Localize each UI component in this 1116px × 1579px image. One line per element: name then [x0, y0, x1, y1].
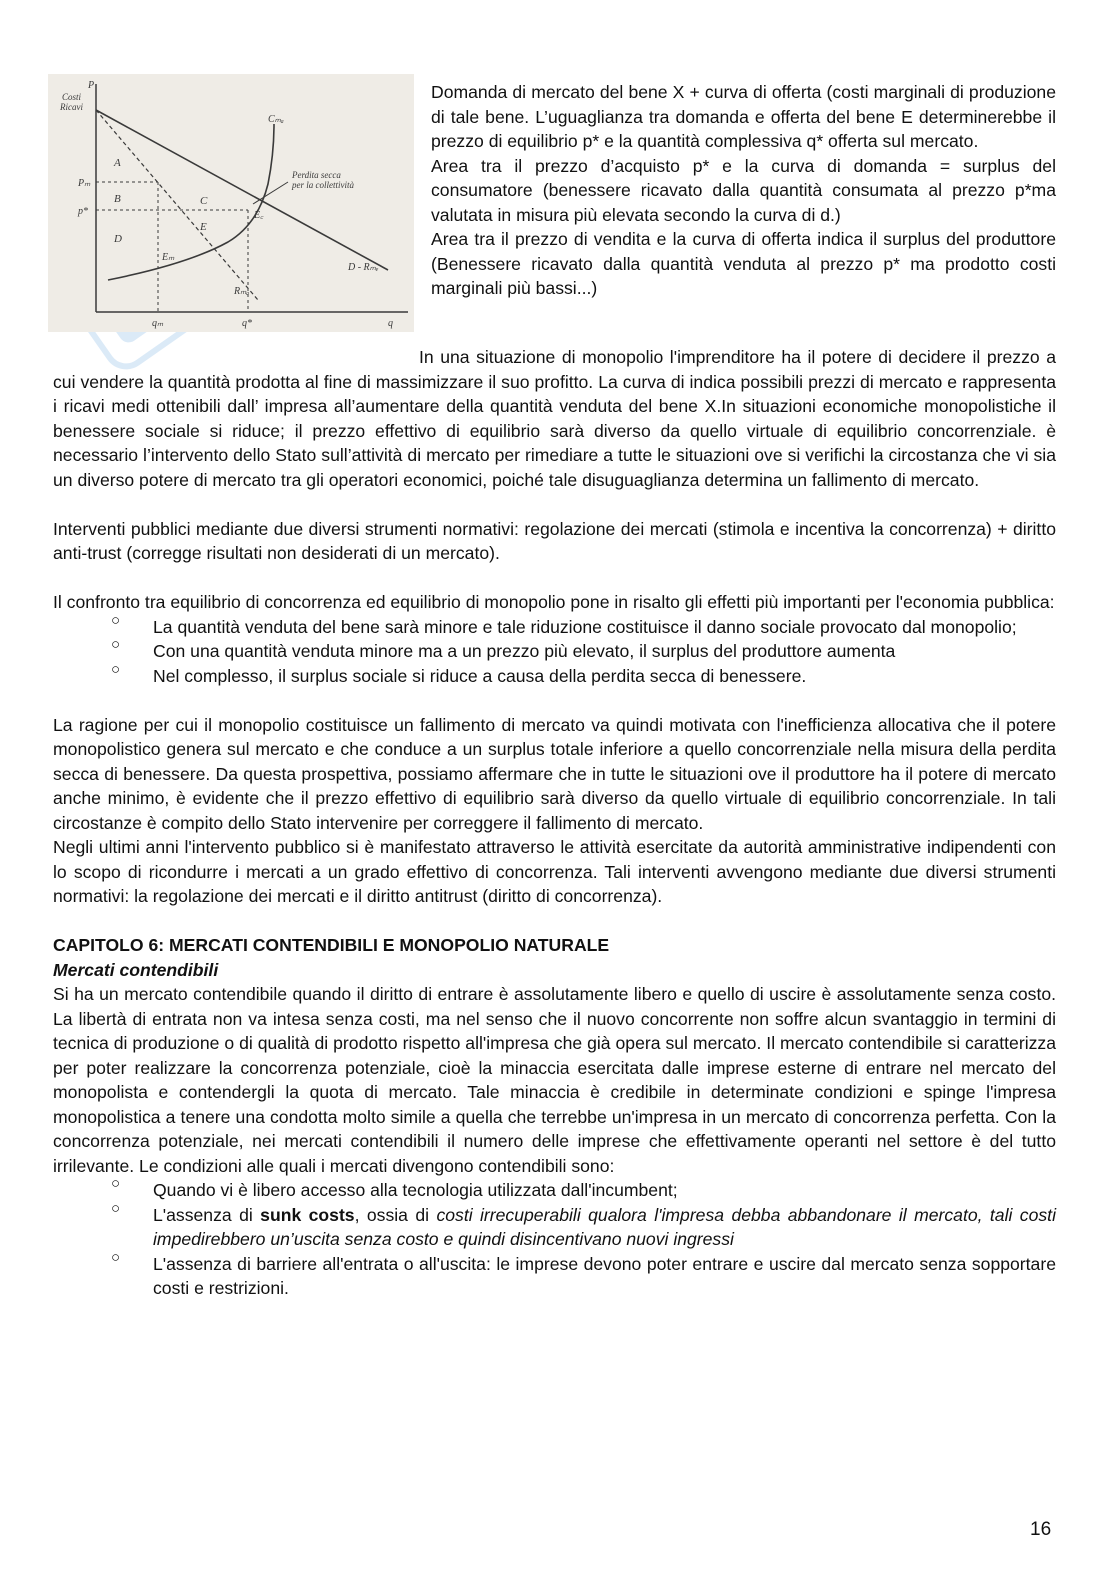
bullet-circle-icon: ○ — [111, 611, 121, 629]
section-title: Mercati contendibili — [53, 959, 219, 980]
region-d-label: D — [114, 233, 122, 245]
region-b-label: B — [114, 193, 121, 205]
list-item: ○ L'assenza di barriere all'entrata o all'uscita: le imprese devono poter entrare e uscire dal mercato senza sopportare costi e restrizioni. — [153, 1252, 1056, 1301]
y-axis-label-ricavi: Ricavi — [60, 102, 83, 112]
list-item: ○ L'assenza di sunk costs, ossia di costi irrecuperabili qualora l'impresa debba abbandonare il mercato, tali costi impedirebbero un’uscita senza costo e quindi disincentivano nuovi ingressi — [153, 1203, 1056, 1252]
chapter-title: CAPITOLO 6: MERCATI CONTENDIBILI E MONOPOLIO NATURALE — [53, 935, 610, 955]
point-em-label: Eₘ — [162, 252, 175, 263]
comparison-intro: Il confronto tra equilibrio di concorrenza ed equilibrio di monopolio pone in risalto gli effetti più importanti per l'economia pubblica: — [53, 592, 1055, 612]
failure-paragraph: La ragione per cui il monopolio costituisce un fallimento di mercato va quindi motivata con l'inefficienza allocativa che il potere monopolistico genera sul mercato e che conduce a un surplus totale inferiore a quello concorrenziale nella misura della perdita secca di benessere. Da questa prospettiva, possiamo affermare che in tutte le situazioni ove il produttore ha il potere di mercato anche minimo, è evidente che il prezzo effettivo di equilibrio sarà diverso da quello virtuale di equilibrio concorrenziale. In tali circostanze è compito dello Stato intervenire per correggere il fallimento di mercato. — [53, 714, 1056, 833]
sunk-costs-term: sunk costs — [260, 1204, 355, 1225]
point-ec-label: E꜀ — [254, 210, 264, 221]
bullet-circle-icon: ○ — [111, 1175, 121, 1192]
monopoly-paragraph: In una situazione di monopolio l'imprenditore ha il potere di decidere il prezzo a cui vendere la quantità prodotta al fine di massimizzare il suo profitto. La curva di indica possibili prezzi di mercato e rappresenta i ricavi medi ottenibili dall’ impresa all’aumentare della quantità venduta del bene X.In situazioni economiche monopolistiche il benessere sociale si riduce; il prezzo effettivo di equilibrio sarà diverso da quello virtuale di equilibrio concorrenziale. è necessario l’intervento dello Stato sull’attività di mercato per rimediare a tutte le situazioni ove si verifichi la circostanza che vi sia un diverso potere di mercato tra gli operatori economici, poiché tale disuguaglianza determina un fallimento di mercato. — [53, 347, 1056, 490]
region-e-label: E — [200, 221, 207, 233]
contestable-paragraph: Si ha un mercato contendibile quando il diritto di entrare è assolutamente libero e quello di uscire è assolutamente senza costo. La libertà di entrata non va intesa senza costi, ma nel senso che il nuovo concorrente non soffre alcun svantaggio in termini di tecnica di produzione o di qualità di prodotto rispetto all'impresa che già opera sul mercato. Il mercato contendibile si caratterizza per poter realizzare la concorrenza potenziale, cioè la minaccia esercitata dalle imprese esterne di entrare nel mercato del monopolista e contendergli la quota di mercato. Tale minaccia è credibile in determinate condizioni e spinge l'impresa monopolistica a tenere una condotta molto simile a quella che terrebbe un'impresa in un mercato di concorrenza perfetta. Con la concorrenza potenziale, nei mercati contendibili il numero delle imprese che effettivamente operanti nel settore è del tutto irrilevante. Le condizioni alle quali i mercati divengono contendibili sono: — [53, 984, 1056, 1176]
region-c-label: C — [200, 195, 208, 207]
demand-curve-label: D - Rₘₑ — [348, 262, 379, 273]
comparison-list — [53, 611, 1056, 689]
bullet-circle-icon: ○ — [111, 1199, 121, 1217]
figure-description-producer-surplus: Area tra il prezzo di vendita e la curva di offerta indica il surplus del produttore (Benessere ricavato dalla quantità venduta al prezzo p* ma prodotto costi marginali più bassi...) — [431, 229, 1056, 298]
bullet-circle-icon: ○ — [111, 660, 121, 678]
list-item: ○ Con una quantità venduta minore ma a un prezzo più elevato, il surplus del produttore aumenta — [153, 639, 1056, 664]
deadweight-label-2: per la collettività — [292, 180, 354, 190]
y-axis-label-p: P — [88, 80, 95, 91]
page-number: 16 — [1030, 1519, 1052, 1540]
figure-description-consumer-surplus: Area tra il prezzo d’acquisto p* e la curva di domanda = surplus del consumatore (benessere ricavato dalla quantità consumata al prezzo p*ma valutata in misura più elevata secondo la curva di d.) — [431, 155, 1056, 225]
q-star-label: q* — [242, 318, 252, 329]
supply-curve-label: Cₘₐ — [268, 114, 284, 125]
authorities-paragraph: Negli ultimi anni l'intervento pubblico si è manifestato attraverso le attività esercitate da autorità amministrative indipendenti con lo scopo di ricondurre i mercati a un grado effettivo di concorrenza. Tali interventi avvengono mediante due diversi strumenti normativi: la regolazione dei mercati e il diritto antitrust (diritto di concorrenza). — [53, 837, 1056, 906]
main-text — [53, 345, 1056, 1301]
price-pstar-label: p* — [78, 206, 88, 217]
marginal-revenue-label: Rₘₐ — [234, 286, 250, 297]
bullet-circle-icon: ○ — [111, 1248, 121, 1266]
conditions-list — [53, 1175, 1056, 1301]
monopoly-equilibrium-diagram — [48, 74, 414, 332]
q-axis-label: q — [388, 318, 393, 329]
figure-description — [431, 80, 1056, 301]
list-item: ○ La quantità venduta del bene sarà minore e tale riduzione costituisce il danno sociale provocato dal monopolio; — [153, 615, 1056, 640]
list-item: ○ Nel complesso, il surplus sociale si riduce a causa della perdita secca di benessere. — [153, 664, 1056, 689]
bullet-circle-icon: ○ — [111, 636, 121, 653]
q-m-label: qₘ — [152, 318, 164, 329]
interventions-paragraph: Interventi pubblici mediante due diversi strumenti normativi: regolazione dei mercati (stimola e incentiva la concorrenza) + diritto anti-trust (corregge risultati non desiderati di un mercato). — [53, 518, 1056, 563]
y-axis-label-costi: Costi — [62, 92, 82, 102]
deadweight-label-1: Perdita secca — [292, 170, 341, 180]
price-pm-label: Pₘ — [78, 178, 91, 189]
region-a-label: A — [114, 157, 121, 169]
figure-description-demand: Domanda di mercato del bene X + curva di offerta (costi marginali di produzione di tale bene. L’uguaglianza tra domanda e offerta del bene E determinerebbe il prezzo di equilibrio p* e la quantità complessiva q* offerta sul mercato. — [431, 82, 1056, 151]
list-item: ○ Quando vi è libero accesso alla tecnologia utilizzata dall'incumbent; — [153, 1178, 1056, 1203]
